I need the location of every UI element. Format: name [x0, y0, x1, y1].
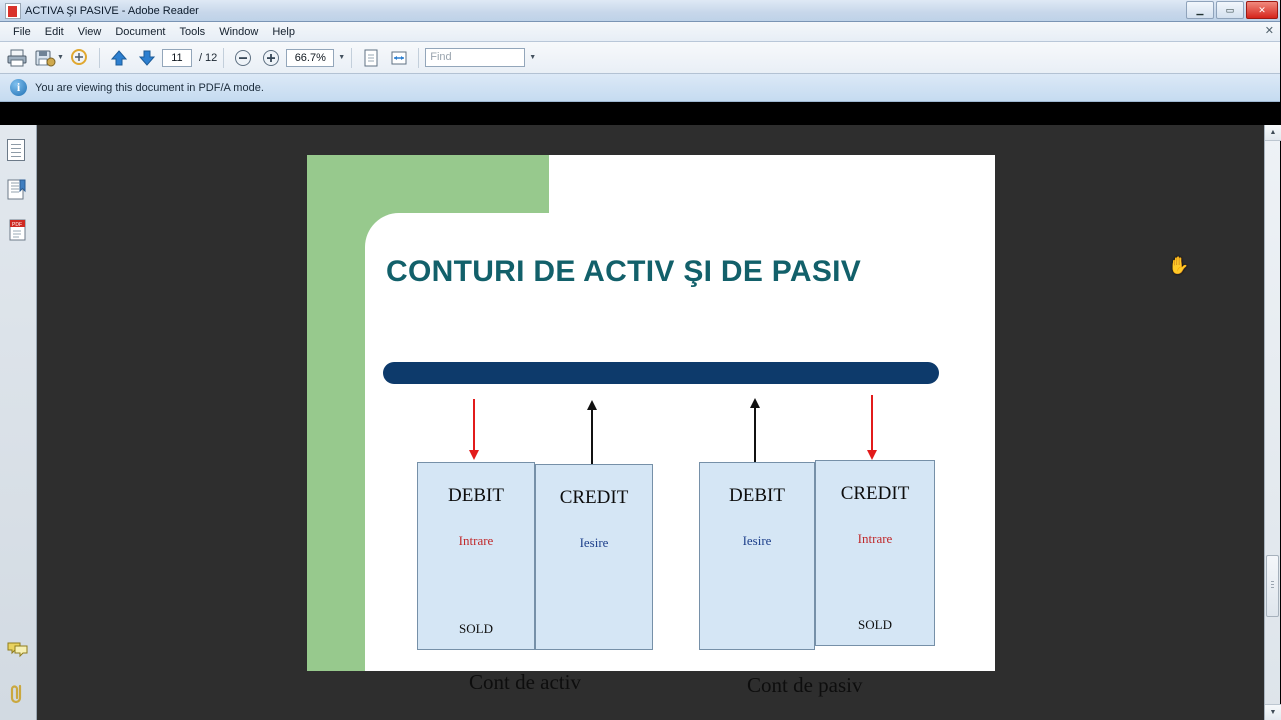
- box-head: DEBIT: [729, 485, 785, 506]
- zoom-out-button[interactable]: [230, 45, 256, 71]
- document-close-icon[interactable]: ✕: [1264, 25, 1274, 37]
- arrow-up-icon: [109, 48, 129, 68]
- box-mid: Iesire: [742, 533, 772, 548]
- svg-text:PDF: PDF: [12, 222, 22, 228]
- arrow-down-icon: [137, 48, 157, 68]
- print-button[interactable]: [4, 45, 30, 71]
- speech-bubbles-icon: [7, 640, 29, 658]
- box-head: CREDIT: [559, 487, 629, 508]
- credit-pasiv-box: [815, 460, 935, 646]
- bookmarks-icon[interactable]: [7, 179, 29, 203]
- toolbar-separator-3: [351, 48, 352, 68]
- attachments-icon[interactable]: [7, 682, 29, 706]
- save-icon: [33, 48, 55, 68]
- minimize-icon: ▁: [1196, 4, 1204, 15]
- caption-cont-de-activ: Cont de activ: [469, 670, 581, 694]
- chevron-down-icon[interactable]: ▼: [57, 54, 64, 61]
- box-sold: SOLD: [858, 617, 892, 632]
- box-mid: Intrare: [857, 531, 893, 546]
- next-page-button[interactable]: [134, 45, 160, 71]
- menu-item-view[interactable]: View: [77, 25, 102, 38]
- menu-bar: [0, 22, 1280, 42]
- mouse-cursor: ✋: [1168, 256, 1190, 275]
- main-toolbar: [0, 42, 1280, 74]
- find-input[interactable]: [425, 48, 525, 67]
- pdfa-notice-text: You are viewing this document in PDF/A mode.: [35, 81, 264, 94]
- menu-item-tools[interactable]: Tools: [179, 25, 206, 38]
- pdfa-notice-bar: [0, 74, 1280, 102]
- page-total-label: / 12: [198, 51, 218, 64]
- box-mid: Intrare: [458, 533, 494, 548]
- minimize-button[interactable]: [1186, 1, 1214, 19]
- menu-item-edit[interactable]: Edit: [44, 25, 64, 38]
- toolbar-separator-4: [418, 48, 419, 68]
- close-icon: ✕: [1258, 4, 1266, 15]
- vertical-scrollbar[interactable]: [1264, 125, 1280, 720]
- menu-item-file[interactable]: File: [13, 25, 31, 38]
- paperclip-icon: [7, 682, 27, 706]
- close-button[interactable]: [1246, 1, 1278, 19]
- navigation-pane-bottom: [7, 640, 29, 706]
- caption-cont-de-pasiv: Cont de pasiv: [747, 673, 863, 697]
- pdfa-glyph-icon: [8, 219, 30, 243]
- fit-width-icon: [389, 48, 409, 68]
- credit-activ-out-arrow: [591, 409, 593, 464]
- window-title: ACTIVA ŞI PASIVE - Adobe Reader: [25, 4, 199, 17]
- page-number-input[interactable]: 11: [162, 49, 192, 67]
- comments-icon[interactable]: [7, 640, 29, 664]
- scroll-up-button[interactable]: ▲: [1265, 125, 1281, 141]
- zoom-dropdown-chevron-icon[interactable]: ▼: [338, 54, 346, 61]
- slide-accent-bar: [383, 362, 939, 384]
- box-sold: SOLD: [459, 621, 493, 636]
- maximize-icon: ▭: [1225, 4, 1235, 15]
- menu-item-document[interactable]: Document: [115, 25, 166, 38]
- window-controls: [1186, 1, 1278, 19]
- scroll-down-button[interactable]: ▼: [1265, 704, 1281, 720]
- fit-width-button[interactable]: [386, 45, 412, 71]
- maximize-button[interactable]: [1216, 1, 1244, 19]
- fit-page-icon: [361, 48, 381, 68]
- select-tool-button[interactable]: [67, 45, 93, 71]
- debit-activ-in-arrow: [473, 399, 475, 451]
- save-snapshot-button[interactable]: [32, 45, 65, 71]
- toolbar-separator-1: [99, 48, 100, 68]
- hand-tool-icon: [69, 48, 91, 68]
- scrollbar-thumb[interactable]: [1266, 555, 1279, 617]
- workspace: [0, 125, 1280, 720]
- menu-item-help[interactable]: Help: [272, 25, 295, 38]
- zoom-out-icon: [234, 49, 252, 67]
- bookmark-glyph-icon: [7, 179, 27, 201]
- box-head: DEBIT: [448, 485, 504, 506]
- adobe-reader-icon: [5, 3, 21, 19]
- debit-activ-box: [417, 462, 535, 650]
- document-viewport[interactable]: [37, 125, 1264, 720]
- find-placeholder: Find: [430, 51, 452, 63]
- box-mid: Iesire: [579, 535, 609, 550]
- zoom-level-input[interactable]: 66.7%: [286, 49, 334, 67]
- zoom-in-button[interactable]: [258, 45, 284, 71]
- menu-item-window[interactable]: Window: [219, 25, 259, 38]
- info-icon: i: [10, 79, 27, 96]
- credit-pasiv-in-arrow: [871, 395, 873, 451]
- toolbar-separator-2: [223, 48, 224, 68]
- printer-icon: [6, 48, 28, 68]
- previous-page-button[interactable]: [106, 45, 132, 71]
- pdfa-standards-icon[interactable]: [8, 219, 28, 243]
- slide-title: CONTURI DE ACTIV ŞI DE PASIV: [386, 255, 862, 288]
- debit-pasiv-out-arrow: [754, 407, 756, 462]
- window-title-bar: [0, 0, 1280, 22]
- credit-activ-box: [535, 464, 653, 650]
- pdf-page: [307, 155, 995, 697]
- zoom-in-icon: [262, 49, 280, 67]
- box-head: CREDIT: [840, 483, 910, 504]
- navigation-pane: [0, 125, 37, 720]
- find-dropdown-chevron-icon[interactable]: ▼: [529, 54, 537, 61]
- debit-pasiv-box: [699, 462, 815, 650]
- page-thumbnails-icon[interactable]: [7, 139, 29, 163]
- fit-page-button[interactable]: [358, 45, 384, 71]
